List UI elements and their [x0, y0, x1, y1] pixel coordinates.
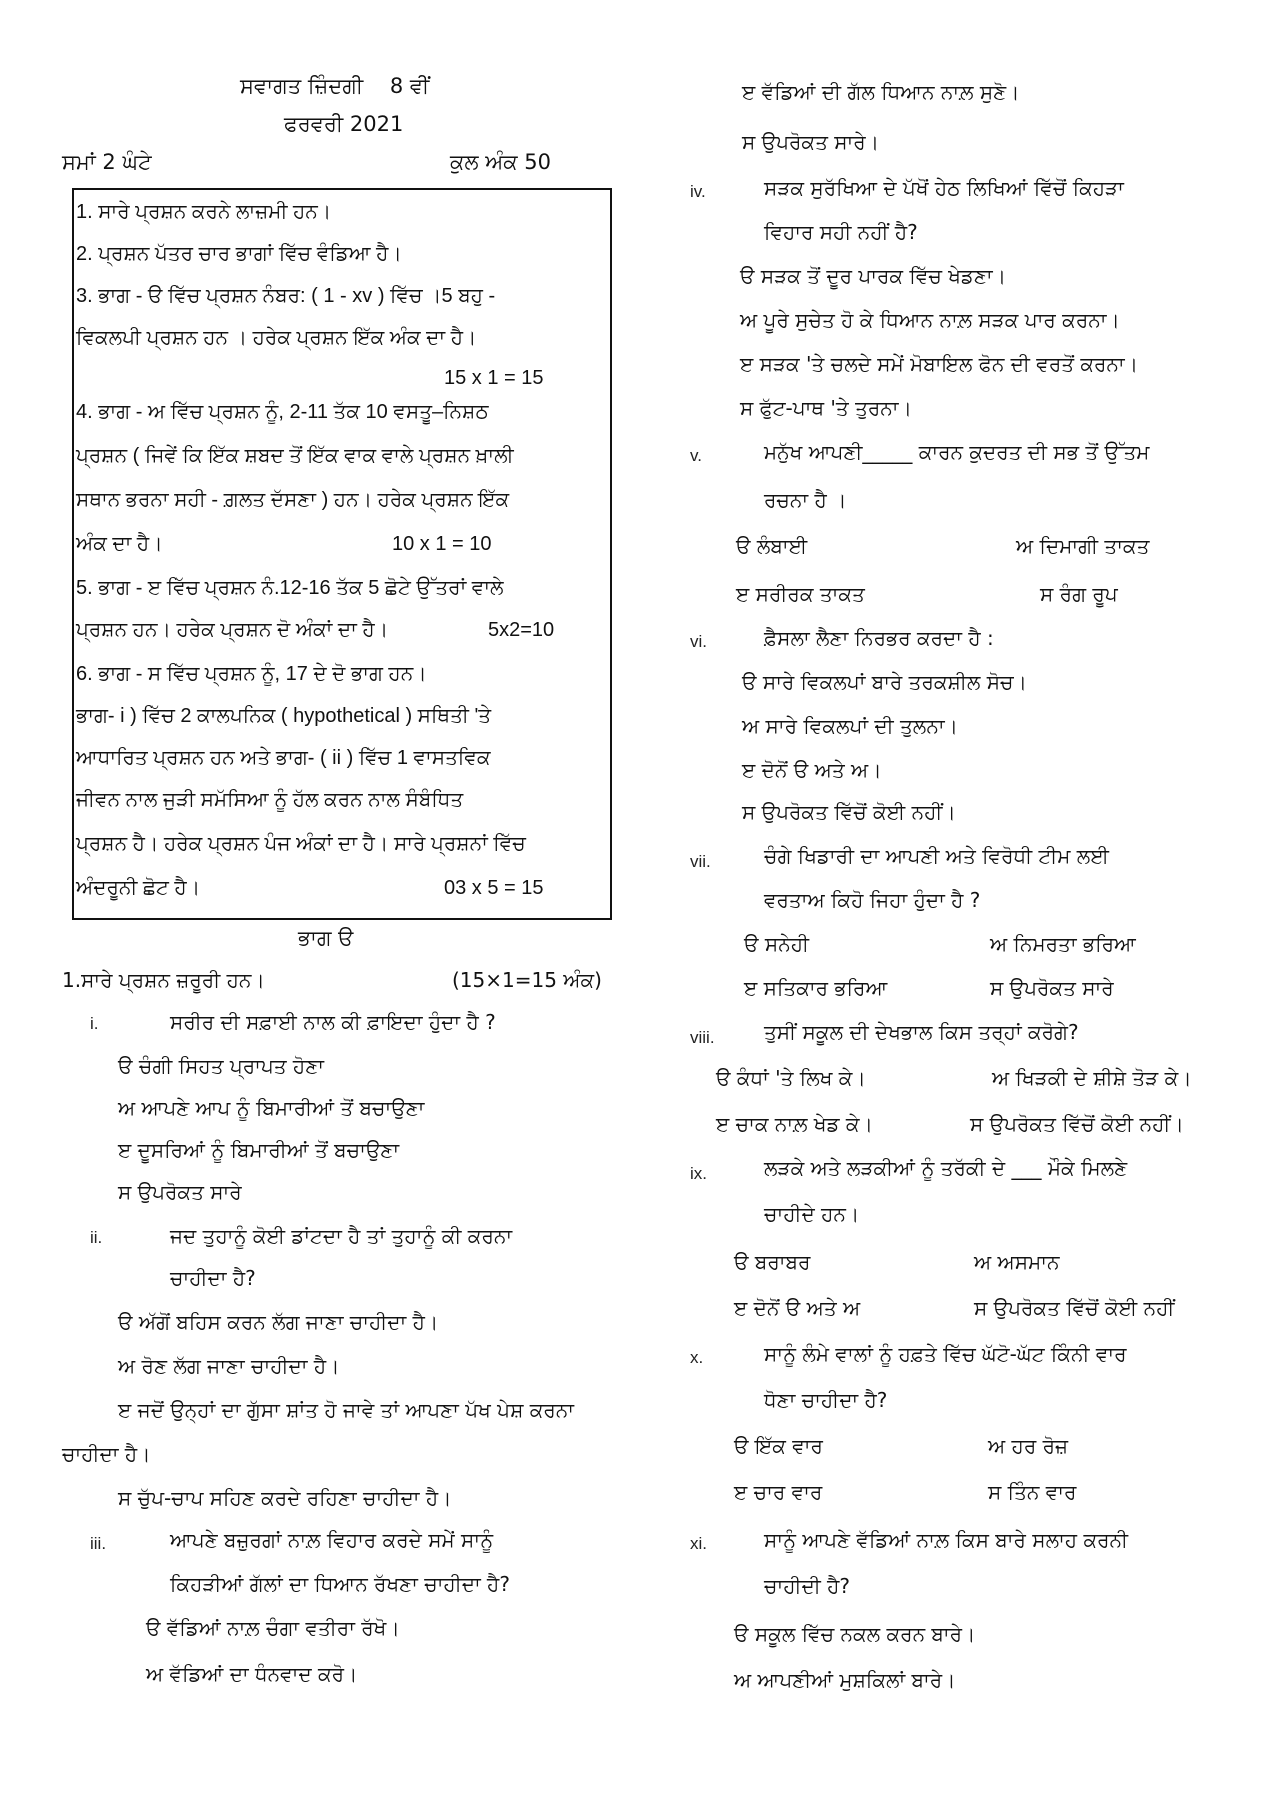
question-number: vi. — [690, 632, 707, 651]
question-text: ਧੋਣਾ ਚਾਹੀਦਾ ਹੈ? — [764, 1388, 888, 1412]
instruction-line: 6. ਭਾਗ - ਸ ਵਿੱਚ ਪ੍ਰਸ਼ਨ ਨੂੰ, 17 ਦੇ ਦੋ ਭਾਗ ਹਨ। — [76, 663, 427, 685]
question-text: ਚੰਗੇ ਖਿਡਾਰੀ ਦਾ ਆਪਣੀ ਅਤੇ ਵਿਰੋਧੀ ਟੀਮ ਲਈ — [764, 844, 1109, 868]
question-text: ਸੜਕ ਸੁਰੱਖਿਆ ਦੇ ਪੱਖੋਂ ਹੇਠ ਲਿਖਿਆਂ ਵਿੱਚੋਂ ਕਿਹੜਾ — [764, 176, 1124, 200]
exam-date: ਫਰਵਰੀ 2021 — [284, 112, 404, 136]
instruction-line: ਪ੍ਰਸ਼ਨ ਹੈ। ਹਰੇਕ ਪ੍ਰਸ਼ਨ ਪੰਜ ਅੰਕਾਂ ਦਾ ਹੈ। ਸਾਰੇ ਪ੍ਰਸ਼ਨਾਂ ਵਿੱਚ — [76, 833, 526, 855]
instruction-line: ਅੰਦਰੂਨੀ ਛੋਟ ਹੈ। — [76, 877, 201, 899]
option-a: ੳ ਸਾਰੇ ਵਿਕਲਪਾਂ ਬਾਰੇ ਤਰਕਸ਼ੀਲ ਸੋਚ। — [742, 670, 1028, 694]
option-d: ਸ ਉਪਰੋਕਤ ਵਿੱਚੋਂ ਕੋਈ ਨਹੀਂ — [974, 1296, 1175, 1320]
option-c: ੲ ਸਰੀਰਕ ਤਾਕਤ — [736, 582, 865, 606]
option-b: ਅ ਖਿੜਕੀ ਦੇ ਸ਼ੀਸ਼ੇ ਤੋੜ ਕੇ। — [992, 1066, 1192, 1090]
option-c: ੲ ਸਤਿਕਾਰ ਭਰਿਆ — [744, 976, 888, 1000]
instruction-line: ਪ੍ਰਸ਼ਨ ( ਜਿਵੇਂ ਕਿ ਇੱਕ ਸ਼ਬਦ ਤੋਂ ਇੱਕ ਵਾਕ ਵਾਲੇ ਪ੍ਰਸ਼ਨ ਖ਼ਾਲੀ — [76, 445, 514, 467]
option-c: ੲ ਦੋਨੋਂ ੳ ਅਤੇ ਅ। — [742, 758, 882, 782]
question-text: ਜਦ ਤੁਹਾਨੂੰ ਕੋਈ ਡਾਂਟਦਾ ਹੈ ਤਾਂ ਤੁਹਾਨੂੰ ਕੀ ਕਰਨਾ — [170, 1224, 513, 1248]
option-b: ਅ ਸਾਰੇ ਵਿਕਲਪਾਂ ਦੀ ਤੁਲਨਾ। — [742, 714, 959, 738]
question-number: ii. — [90, 1228, 103, 1247]
option-a: ੳ ਬਰਾਬਰ — [734, 1250, 811, 1274]
question-text: ਰਚਨਾ ਹੈ । — [764, 488, 847, 512]
question-text: ਆਪਣੇ ਬਜ਼ੁਰਗਾਂ ਨਾਲ਼ ਵਿਹਾਰ ਕਰਦੇ ਸਮੇਂ ਸਾਨੂੰ — [170, 1528, 494, 1552]
instruction-marks: 03 x 5 = 15 — [444, 877, 544, 899]
instruction-line: 3. ਭਾਗ - ੳ ਵਿੱਚ ਪ੍ਰਸ਼ਨ ਨੰਬਰ: ( 1 - xv ) ਵਿੱਚ ।5 ਬਹੁ - — [76, 285, 496, 307]
instruction-marks: 5x2=10 — [488, 619, 555, 641]
question-text: ਕਿਹੜੀਆਂ ਗੱਲਾਂ ਦਾ ਧਿਆਨ ਰੱਖਣਾ ਚਾਹੀਦਾ ਹੈ? — [170, 1572, 510, 1596]
option-a: ੳ ਲੰਬਾਈ — [736, 534, 808, 558]
question-1-marks: (15×1=15 ਅੰਕ) — [452, 968, 602, 992]
option-d: ਸ ਉਪਰੋਕਤ ਸਾਰੇ। — [742, 130, 880, 154]
instruction-line: ਵਿਕਲਪੀ ਪ੍ਰਸ਼ਨ ਹਨ । ਹਰੇਕ ਪ੍ਰਸ਼ਨ ਇੱਕ ਅੰਕ ਦਾ ਹੈ। — [76, 327, 477, 349]
option-b: ਅ ਅਸਮਾਨ — [974, 1250, 1060, 1274]
option-a: ੳ ਸਕੂਲ ਵਿੱਚ ਨਕਲ ਕਰਨ ਬਾਰੇ। — [734, 1622, 976, 1646]
option-b: ਅ ਵੱਡਿਆਂ ਦਾ ਧੰਨਵਾਦ ਕਰੋ। — [146, 1662, 358, 1686]
option-c: ੲ ਚਾਕ ਨਾਲ਼ ਖੇਡ ਕੇ। — [716, 1112, 873, 1136]
exam-total-marks: ਕੁਲ ਅੰਕ 50 — [450, 150, 551, 174]
question-text: ਸਾਨੂੰ ਲੰਮੇ ਵਾਲਾਂ ਨੂੰ ਹਫ਼ਤੇ ਵਿੱਚ ਘੱਟੋ-ਘੱਟ ਕਿੰਨੀ ਵਾਰ — [764, 1342, 1127, 1366]
option-a: ੳ ਅੱਗੋਂ ਬਹਿਸ ਕਰਨ ਲੱਗ ਜਾਣਾ ਚਾਹੀਦਾ ਹੈ। — [118, 1310, 439, 1334]
option-d: ਸ ਚੁੱਪ-ਚਾਪ ਸਹਿਣ ਕਰਦੇ ਰਹਿਣਾ ਚਾਹੀਦਾ ਹੈ। — [118, 1486, 452, 1510]
question-text: ਵਿਹਾਰ ਸਹੀ ਨਹੀਂ ਹੈ? — [764, 220, 918, 244]
option-d: ਸ ਉਪਰੋਕਤ ਸਾਰੇ — [118, 1180, 242, 1204]
option-b: ਅ ਦਿਮਾਗੀ ਤਾਕਤ — [1016, 534, 1150, 558]
instruction-line: 1. ਸਾਰੇ ਪ੍ਰਸ਼ਨ ਕਰਨੇ ਲਾਜ਼ਮੀ ਹਨ। — [76, 201, 332, 223]
section-title: ਭਾਗ ੳ — [298, 926, 354, 950]
exam-title: ਸਵਾਗਤ ਜ਼ਿੰਦਗੀ 8 ਵੀਂ — [240, 74, 430, 98]
question-text: ਚਾਹੀਦਾ ਹੈ? — [170, 1266, 256, 1290]
question-number: iv. — [690, 182, 706, 201]
question-text: ਚਾਹੀਦੇ ਹਨ। — [764, 1202, 860, 1226]
instruction-line: ਸਥਾਨ ਭਰਨਾ ਸਹੀ - ਗ਼ਲਤ ਦੱਸਣਾ ) ਹਨ। ਹਰੇਕ ਪ੍ਰਸ਼ਨ ਇੱਕ — [76, 489, 510, 511]
question-1-heading: 1.ਸਾਰੇ ਪ੍ਰਸ਼ਨ ਜ਼ਰੂਰੀ ਹਨ। — [62, 968, 265, 992]
option-b: ਅ ਆਪਣੀਆਂ ਮੁਸ਼ਕਿਲਾਂ ਬਾਰੇ। — [734, 1668, 956, 1692]
option-c: ੲ ਜਦੋਂ ਉਨ੍ਹਾਂ ਦਾ ਗੁੱਸਾ ਸ਼ਾਂਤ ਹੋ ਜਾਵੇ ਤਾਂ ਆਪਣਾ ਪੱਖ ਪੇਸ਼ ਕਰਨਾ — [118, 1398, 575, 1422]
question-number: viii. — [690, 1028, 715, 1047]
instruction-line: ਆਧਾਰਿਤ ਪ੍ਰਸ਼ਨ ਹਨ ਅਤੇ ਭਾਗ- ( ii ) ਵਿੱਚ 1 ਵਾਸਤਵਿਕ — [76, 747, 491, 769]
exam-time: ਸਮਾਂ 2 ਘੰਟੇ — [62, 150, 152, 174]
question-text: ਫ਼ੈਸਲਾ ਲੈਣਾ ਨਿਰਭਰ ਕਰਦਾ ਹੈ : — [764, 626, 994, 650]
question-text: ਤੁਸੀਂ ਸਕੂਲ ਦੀ ਦੇਖਭਾਲ ਕਿਸ ਤਰ੍ਹਾਂ ਕਰੋਗੇ? — [764, 1020, 1079, 1044]
option-c-cont: ਚਾਹੀਦਾ ਹੈ। — [62, 1442, 151, 1466]
option-a: ੳ ਇੱਕ ਵਾਰ — [734, 1434, 823, 1458]
instruction-line: ਜੀਵਨ ਨਾਲ ਜੁੜੀ ਸਮੱਸਿਆ ਨੂੰ ਹੱਲ ਕਰਨ ਨਾਲ ਸੰਬੰਧਿਤ — [76, 789, 464, 811]
option-a: ੳ ਚੰਗੀ ਸਿਹਤ ਪ੍ਰਾਪਤ ਹੋਣਾ — [118, 1054, 324, 1078]
question-number: ix. — [690, 1164, 707, 1183]
option-a: ੳ ਸਨੇਹੀ — [744, 932, 809, 956]
option-a: ੳ ਵੱਡਿਆਂ ਨਾਲ਼ ਚੰਗਾ ਵਤੀਰਾ ਰੱਖੋ। — [146, 1616, 400, 1640]
option-b: ਅ ਆਪਣੇ ਆਪ ਨੂੰ ਬਿਮਾਰੀਆਂ ਤੋਂ ਬਚਾਉਣਾ — [118, 1096, 425, 1120]
instruction-marks: 15 x 1 = 15 — [444, 367, 544, 389]
option-d: ਸ ਉਪਰੋਕਤ ਵਿੱਚੋਂ ਕੋਈ ਨਹੀਂ। — [970, 1112, 1184, 1136]
option-c: ੲ ਦੋਨੋਂ ੳ ਅਤੇ ਅ — [734, 1296, 861, 1320]
question-text: ਸਰੀਰ ਦੀ ਸਫ਼ਾਈ ਨਾਲ ਕੀ ਫ਼ਾਇਦਾ ਹੁੰਦਾ ਹੈ ? — [170, 1010, 496, 1034]
option-d: ਸ ਉਪਰੋਕਤ ਵਿੱਚੋਂ ਕੋਈ ਨਹੀਂ। — [742, 800, 956, 824]
question-number: vii. — [690, 852, 711, 871]
question-number: v. — [690, 446, 702, 465]
option-b: ਅ ਪੂਰੇ ਸੁਚੇਤ ਹੋ ਕੇ ਧਿਆਨ ਨਾਲ਼ ਸੜਕ ਪਾਰ ਕਰਨਾ। — [740, 308, 1120, 332]
question-number: xi. — [690, 1534, 707, 1553]
instruction-line: 2. ਪ੍ਰਸ਼ਨ ਪੱਤਰ ਚਾਰ ਭਾਗਾਂ ਵਿੱਚ ਵੰਡਿਆ ਹੈ। — [76, 243, 402, 265]
instruction-line: 4. ਭਾਗ - ਅ ਵਿੱਚ ਪ੍ਰਸ਼ਨ ਨੂੰ, 2-11 ਤੱਕ 10 ਵਸਤੂ–ਨਿਸ਼ਠ — [76, 401, 489, 423]
option-d: ਸ ਫੁੱਟ-ਪਾਥ 'ਤੇ ਤੁਰਨਾ। — [740, 396, 912, 420]
option-c: ੲ ਸੜਕ 'ਤੇ ਚਲਦੇ ਸਮੇਂ ਮੋਬਾਇਲ ਫੋਨ ਦੀ ਵਰਤੋਂ ਕਰਨਾ। — [740, 352, 1139, 376]
option-c: ੲ ਚਾਰ ਵਾਰ — [734, 1480, 823, 1504]
option-a: ੳ ਕੰਧਾਂ 'ਤੇ ਲਿਖ ਕੇ। — [716, 1066, 866, 1090]
option-d: ਸ ਰੰਗ ਰੂਪ — [1040, 582, 1118, 606]
option-d: ਸ ਤਿੰਨ ਵਾਰ — [988, 1480, 1077, 1504]
option-b: ਅ ਹਰ ਰੋਜ਼ — [988, 1434, 1069, 1458]
option-b: ਅ ਨਿਮਰਤਾ ਭਰਿਆ — [990, 932, 1136, 956]
question-number: i. — [90, 1014, 99, 1033]
question-number: iii. — [90, 1534, 107, 1553]
question-text: ਸਾਨੂੰ ਆਪਣੇ ਵੱਡਿਆਂ ਨਾਲ਼ ਕਿਸ ਬਾਰੇ ਸਲਾਹ ਕਰਨੀ — [764, 1528, 1129, 1552]
question-text: ਲੜਕੇ ਅਤੇ ਲੜਕੀਆਂ ਨੂੰ ਤਰੱਕੀ ਦੇ ___ ਮੌਕੇ ਮਿਲਣੇ — [764, 1156, 1128, 1180]
question-text: ਮਨੁੱਖ ਆਪਣੀ_____ ਕਾਰਨ ਕੁਦਰਤ ਦੀ ਸਭ ਤੋਂ ਉੱਤਮ — [764, 440, 1150, 464]
option-b: ਅ ਰੋਣ ਲੱਗ ਜਾਣਾ ਚਾਹੀਦਾ ਹੈ। — [118, 1354, 340, 1378]
instruction-line: ਪ੍ਰਸ਼ਨ ਹਨ। ਹਰੇਕ ਪ੍ਰਸ਼ਨ ਦੋ ਅੰਕਾਂ ਦਾ ਹੈ। — [76, 619, 389, 641]
option-c: ੲ ਦੂਸਰਿਆਂ ਨੂੰ ਬਿਮਾਰੀਆਂ ਤੋਂ ਬਚਾਉਣਾ — [118, 1138, 400, 1162]
option-c: ੲ ਵੱਡਿਆਂ ਦੀ ਗੱਲ ਧਿਆਨ ਨਾਲ਼ ਸੁਣੋ। — [742, 80, 1020, 104]
instruction-line: ਭਾਗ- i ) ਵਿੱਚ 2 ਕਾਲਪਨਿਕ ( hypothetical ) ਸਥਿਤੀ 'ਤੇ — [76, 705, 492, 727]
option-a: ੳ ਸੜਕ ਤੋਂ ਦੂਰ ਪਾਰਕ ਵਿੱਚ ਖੇਡਣਾ। — [740, 264, 1007, 288]
question-text: ਵਰਤਾਅ ਕਿਹੋ ਜਿਹਾ ਹੁੰਦਾ ਹੈ ? — [764, 888, 981, 912]
question-number: x. — [690, 1348, 704, 1367]
instruction-line: 5. ਭਾਗ - ੲ ਵਿੱਚ ਪ੍ਰਸ਼ਨ ਨੰ.12-16 ਤੱਕ 5 ਛੋਟੇ ਉੱਤਰਾਂ ਵਾਲੇ — [76, 577, 504, 599]
question-text: ਚਾਹੀਦੀ ਹੈ? — [764, 1574, 851, 1598]
instruction-marks: 10 x 1 = 10 — [392, 533, 492, 555]
option-d: ਸ ਉਪਰੋਕਤ ਸਾਰੇ — [990, 976, 1114, 1000]
instruction-line: ਅੰਕ ਦਾ ਹੈ। — [76, 533, 163, 555]
